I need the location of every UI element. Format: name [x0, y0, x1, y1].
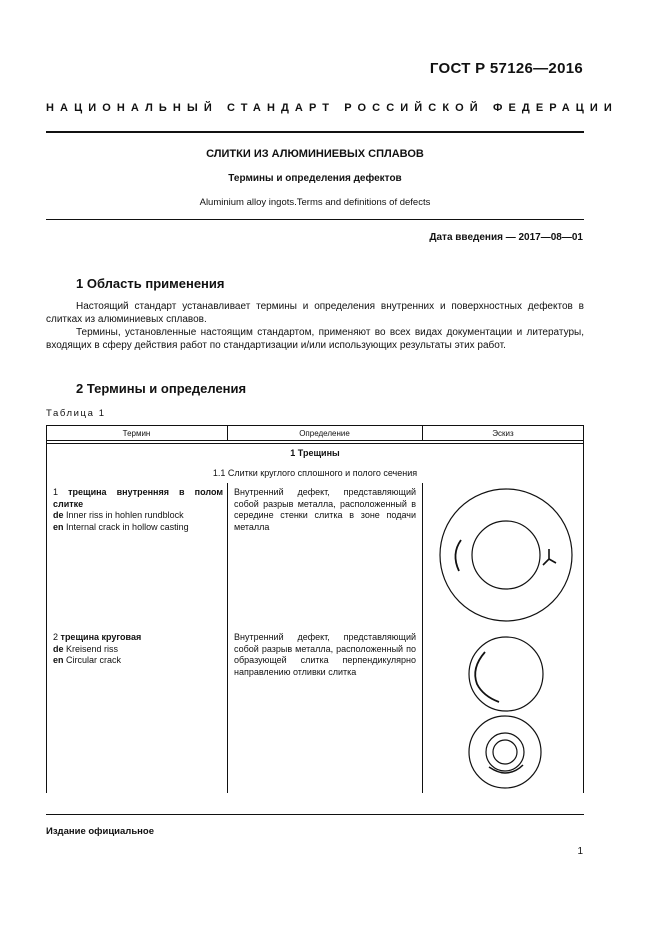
term-de: de Inner riss in hohlen rundblock	[53, 510, 184, 520]
title-rule	[46, 219, 584, 220]
definition-1: Внутренний дефект, представляющий собой разрыв металла, расположенный в середине стенки слитка в зоне подачи металла	[234, 487, 416, 532]
sketch-circular-crack-solid	[463, 636, 549, 712]
header-rule	[46, 131, 584, 133]
table-header-term: Термин	[122, 429, 151, 438]
term-en: en Circular crack	[53, 655, 122, 665]
table-header-definition: Определение	[299, 429, 350, 438]
document-english-title: Aluminium alloy ingots.Terms and definitions of defects	[199, 197, 431, 208]
table-subgroup-heading: 1.1 Слитки круглого сплошного и полого сечения	[212, 468, 418, 478]
table-row	[53, 632, 223, 667]
term-name: трещина внутренняя в полом слитке	[53, 487, 223, 509]
sketch-circular-crack-hollow	[463, 715, 547, 789]
section1-body	[46, 300, 584, 352]
table-header-rule-double	[46, 443, 584, 444]
section1-paragraph-1: Настоящий стандарт устанавливает термины и определения внутренних и поверхностных дефектов в слитках из алюминиевых сплавов.	[46, 301, 584, 325]
section1-heading: 1 Область применения	[76, 276, 225, 291]
definition-2: Внутренний дефект, представляющий собой разрыв металла, расположенный по образующей слитка перпендикулярно направлению отливки слитка	[234, 632, 416, 677]
term-name: трещина круговая	[60, 632, 142, 642]
footer-rule	[46, 814, 584, 815]
section2-heading: 2 Термины и определения	[76, 381, 247, 396]
term-de: de Kreisend riss	[53, 643, 119, 654]
effective-date: Дата введения — 2017—08—01	[429, 232, 583, 243]
standard-number: ГОСТ Р 57126—2016	[429, 60, 583, 77]
national-standard-title: НАЦИОНАЛЬНЫЙ СТАНДАРТ РОССИЙСКОЙ ФЕДЕРАЦИИ	[46, 102, 618, 114]
table-header-rule	[46, 440, 584, 441]
term-number: 2	[53, 632, 59, 642]
official-edition-label: Издание официальное	[46, 826, 154, 837]
section1-paragraph-2: Термины, установленные настоящим стандартом, применяют во всех видах документации и литературы, входящих в сферу действия работ по стандартизации и/или использующих результаты этих работ.	[46, 327, 584, 351]
sketch-internal-crack	[434, 487, 578, 623]
table-column-divider-1	[227, 483, 228, 793]
table-column-divider-2	[422, 483, 423, 793]
term-en: en Internal crack in hollow casting	[53, 521, 189, 532]
table-header-sketch: Эскиз	[492, 429, 514, 438]
table-caption: Таблица 1	[46, 408, 106, 419]
document-subtitle: Термины и определения дефектов	[228, 173, 402, 184]
term-2	[53, 632, 223, 644]
document-title: СЛИТКИ ИЗ АЛЮМИНИЕВЫХ СПЛАВОВ	[206, 148, 424, 160]
page-number: 1	[577, 846, 583, 857]
term-number: 1	[53, 487, 59, 497]
table-row	[53, 487, 223, 533]
table-group-heading: 1 Трещины	[290, 448, 340, 458]
term-1	[53, 487, 223, 510]
